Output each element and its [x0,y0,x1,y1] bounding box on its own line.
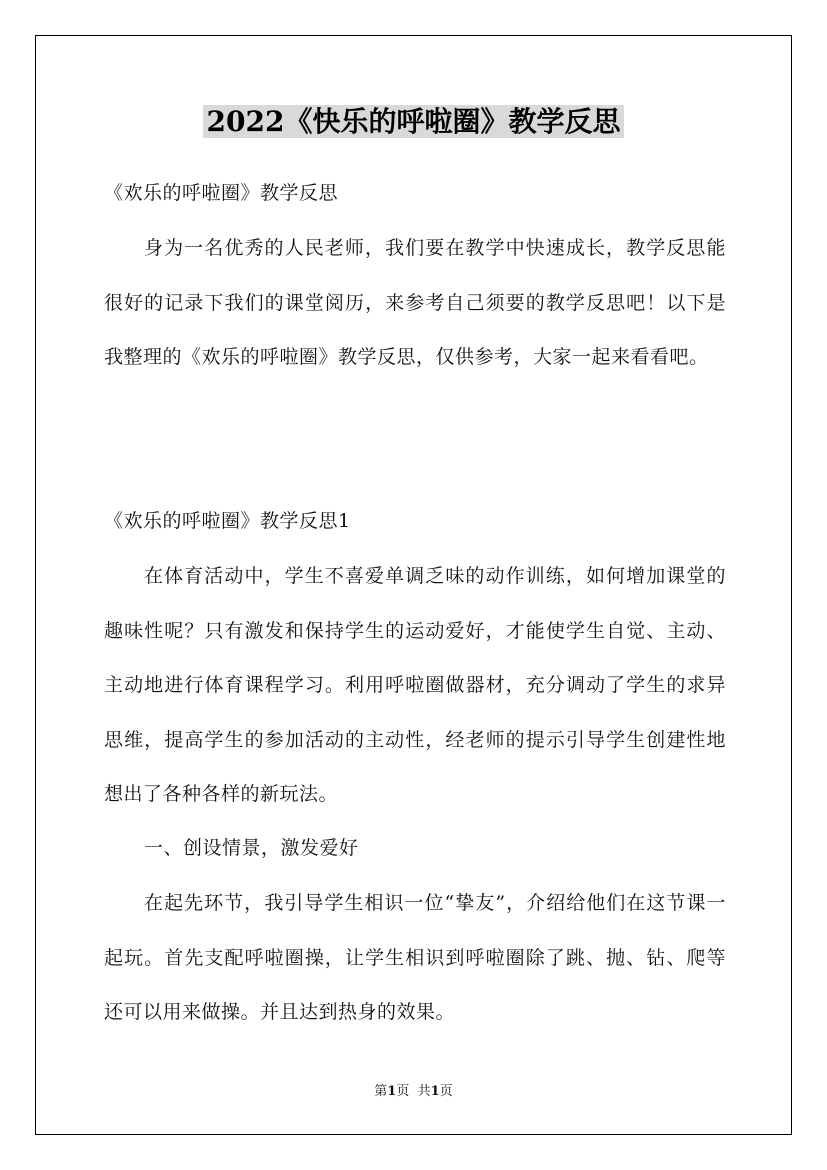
subtitle: 《欢乐的呼啦圈》教学反思 [104,182,339,204]
title-text: 2022《快乐的呼啦圈》教学反思 [203,105,625,138]
document-title [0,95,827,149]
section-heading: 《欢乐的呼啦圈》教学反思1 [104,510,351,532]
footer-page-prefix: 第 [374,1084,388,1099]
footer-total-number: 1 [430,1084,440,1099]
footer-page-suffix: 页 [396,1084,410,1099]
point-heading-1: 一、创设情景，激发爱好 [144,837,359,859]
intro-paragraph: 身为一名优秀的人民老师，我们要在教学中快速成长，教学反思能很好的记录下我们的课堂阅历，来参考自己须要的教学反思吧！以下是我整理的《欢乐的呼啦圈》教学反思，仅供参考，大家一起来看看吧。 [104,237,726,368]
footer-total-suffix: 页 [439,1084,453,1099]
footer-total-prefix: 共 [417,1084,431,1099]
paragraph-2: 在起先环节，我引导学生相识一位“挚友”，介绍给他们在这节课一起玩。首先支配呼啦圈操，让学生相识到呼啦圈除了跳、抛、钻、爬等还可以用来做操。并且达到热身的效果。 [104,892,726,1023]
page-footer [0,1080,827,1099]
paragraph-1: 在体育活动中，学生不喜爱单调乏味的动作训练，如何增加课堂的趣味性呢？只有激发和保持学生的运动爱好，才能使学生自觉、主动、主动地进行体育课程学习。利用呼啦圈做器材，充分调动了学生的求异思维，提高学生的参加活动的主动性，经老师的提示引导学生创建性地想出了各种各样的新玩法。 [104,565,726,805]
footer-page-number: 1 [387,1084,397,1099]
